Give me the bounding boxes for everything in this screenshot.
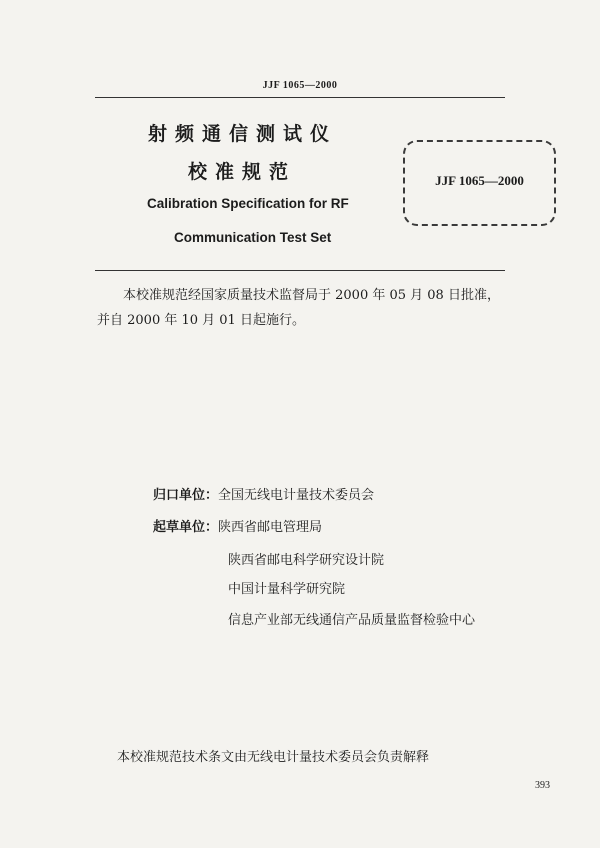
page-number: 393 <box>535 780 550 791</box>
drafting-unit-4: 信息产业部无线通信产品质量监督检验中心 <box>228 613 476 628</box>
title-chinese-line-1: 射频通信测试仪 <box>148 123 338 145</box>
responsible-unit-label: 归口单位： <box>153 488 219 503</box>
responsible-unit-row <box>153 487 374 505</box>
approval-statement: 本校准规范经国家质量技术监督局于 2000 年 05 月 08 日批准，并自 2000 年 10 月 01 日起施行。 <box>97 288 500 328</box>
drafting-unit-value: 陕西省邮电管理局 <box>218 520 323 535</box>
drafting-unit-row <box>153 519 322 537</box>
section-rule <box>95 270 505 271</box>
interpretation-note: 本校准规范技术条文由无线电计量技术委员会负责解释 <box>117 750 430 765</box>
title-english-line-2: Communication Test Set <box>174 230 332 245</box>
responsible-unit-value: 全国无线电计量技术委员会 <box>218 488 375 503</box>
stamp-code: JJF 1065—2000 <box>435 173 524 188</box>
drafting-unit-2: 陕西省邮电科学研究设计院 <box>228 553 385 568</box>
drafting-unit-3: 中国计量科学研究院 <box>228 582 346 597</box>
title-english-line-1: Calibration Specification for RF <box>147 196 349 211</box>
title-chinese-line-2: 校准规范 <box>188 161 297 183</box>
document-code-header: JJF 1065—2000 <box>262 80 338 91</box>
header-rule <box>95 97 505 98</box>
drafting-unit-label: 起草单位： <box>153 520 219 535</box>
